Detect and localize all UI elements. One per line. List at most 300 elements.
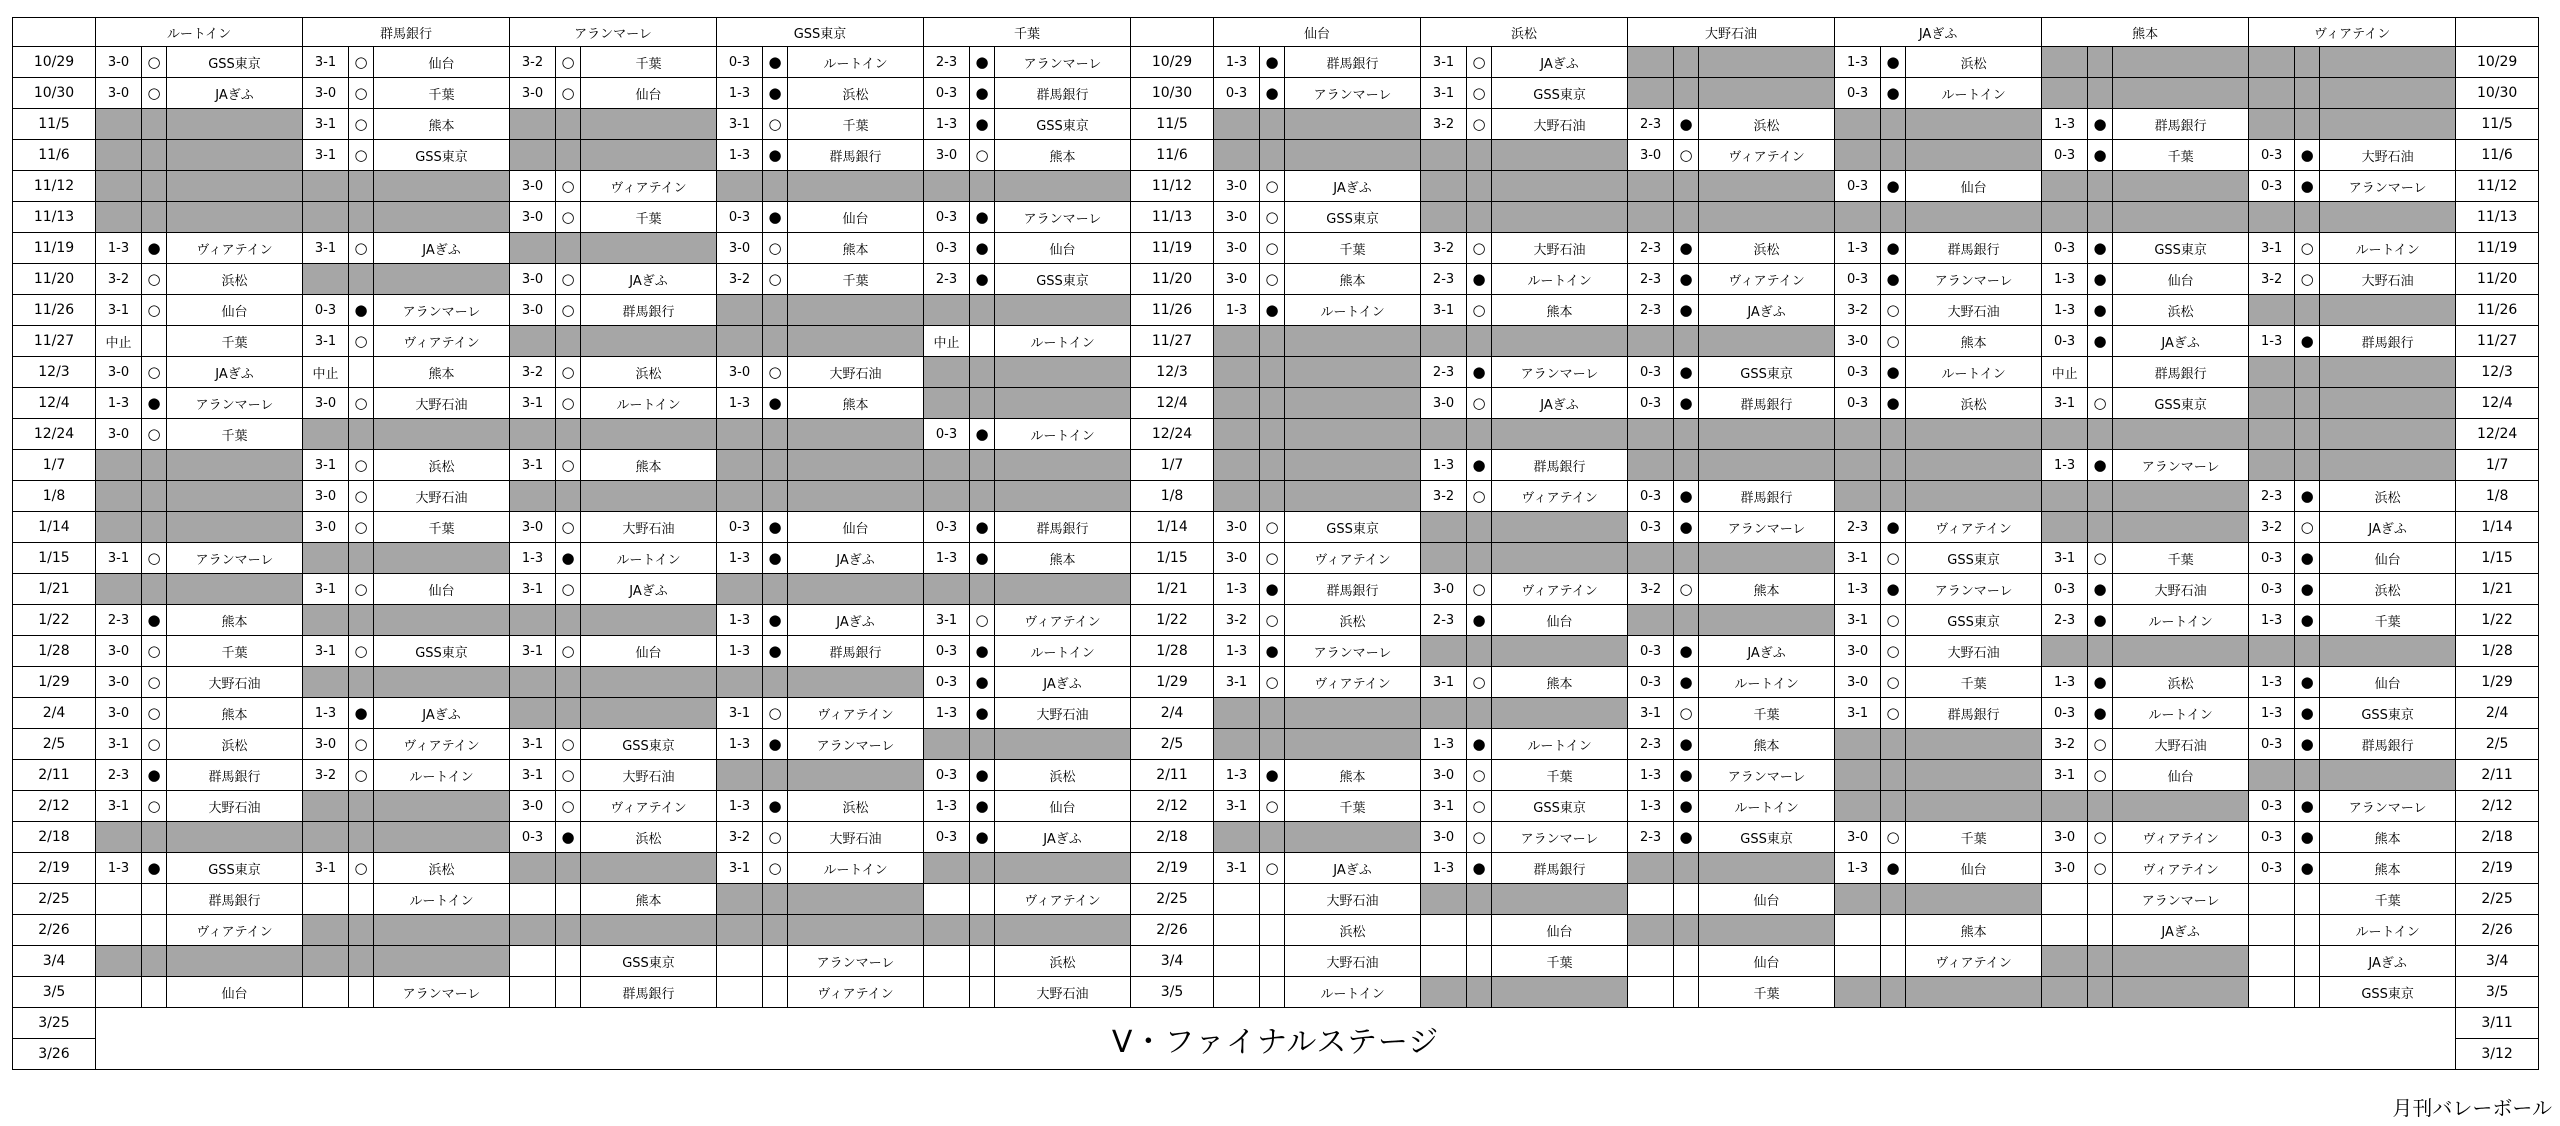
- loss-mark: ●: [2088, 233, 2113, 264]
- opponent-cell: 群馬銀行: [167, 884, 303, 915]
- score-cell: 1-3: [2042, 450, 2088, 481]
- win-mark: ○: [349, 450, 374, 481]
- opponent-cell: アランマーレ: [2320, 171, 2456, 202]
- score-cell: 3-2: [1421, 481, 1467, 512]
- score-cell: 3-0: [1628, 140, 1674, 171]
- opponent-cell: 群馬銀行: [167, 760, 303, 791]
- win-mark: ○: [142, 419, 167, 450]
- loss-mark: ●: [2088, 109, 2113, 140]
- opponent-cell: JAぎふ: [2113, 915, 2249, 946]
- score-cell: 3-0: [96, 698, 142, 729]
- score-cell: [924, 977, 970, 1008]
- opponent-cell: GSS東京: [581, 946, 717, 977]
- match-row: [13, 853, 2539, 884]
- result-mark: [763, 946, 788, 977]
- no-match-cell: [2088, 47, 2113, 78]
- no-match-cell: [1628, 202, 1674, 233]
- score-cell: [96, 977, 142, 1008]
- no-match-cell: [349, 667, 374, 698]
- result-mark: [556, 884, 581, 915]
- score-cell: 3-0: [1214, 543, 1260, 574]
- match-row: [13, 977, 2539, 1008]
- no-match-cell: [142, 202, 167, 233]
- no-match-cell: [1699, 202, 1835, 233]
- no-match-cell: [2113, 946, 2249, 977]
- date-cell: 11/6: [2456, 140, 2539, 171]
- opponent-cell: 千葉: [167, 636, 303, 667]
- no-match-cell: [2249, 450, 2295, 481]
- no-match-cell: [788, 667, 924, 698]
- team-header: GSS東京: [717, 18, 924, 47]
- win-mark: ○: [1467, 47, 1492, 78]
- score-cell: [1628, 946, 1674, 977]
- win-mark: ○: [1467, 822, 1492, 853]
- opponent-cell: 仙台: [995, 791, 1131, 822]
- win-mark: ○: [1260, 264, 1285, 295]
- score-cell: [1835, 946, 1881, 977]
- no-match-cell: [1467, 171, 1492, 202]
- no-match-cell: [970, 357, 995, 388]
- score-cell: 2-3: [1421, 357, 1467, 388]
- opponent-cell: 熊本: [1492, 667, 1628, 698]
- no-match-cell: [717, 915, 763, 946]
- date-cell: 1/21: [1131, 574, 1214, 605]
- score-cell: 1-3: [924, 698, 970, 729]
- loss-mark: ●: [970, 791, 995, 822]
- opponent-cell: 仙台: [374, 47, 510, 78]
- win-mark: ○: [1674, 574, 1699, 605]
- score-cell: 1-3: [1214, 760, 1260, 791]
- opponent-cell: ヴィアテイン: [1906, 512, 2042, 543]
- date-cell: 10/30: [13, 78, 96, 109]
- team-header: 仙台: [1214, 18, 1421, 47]
- match-row: [13, 822, 2539, 853]
- no-match-cell: [1699, 450, 1835, 481]
- score-cell: 1-3: [717, 605, 763, 636]
- no-match-cell: [1421, 636, 1467, 667]
- win-mark: ○: [1881, 326, 1906, 357]
- date-cell: 12/24: [1131, 419, 1214, 450]
- no-match-cell: [2042, 202, 2088, 233]
- date-cell: 11/19: [13, 233, 96, 264]
- date-cell: 2/4: [13, 698, 96, 729]
- no-match-cell: [1674, 915, 1699, 946]
- no-match-cell: [1492, 977, 1628, 1008]
- opponent-cell: 群馬銀行: [1492, 450, 1628, 481]
- no-match-cell: [763, 667, 788, 698]
- no-match-cell: [167, 202, 303, 233]
- no-match-cell: [510, 233, 556, 264]
- no-match-cell: [581, 109, 717, 140]
- no-match-cell: [2249, 202, 2295, 233]
- date-cell: 11/26: [13, 295, 96, 326]
- result-mark: [970, 884, 995, 915]
- opponent-cell: GSS東京: [1699, 822, 1835, 853]
- opponent-cell: JAぎふ: [2320, 946, 2456, 977]
- no-match-cell: [1628, 543, 1674, 574]
- no-match-cell: [1674, 326, 1699, 357]
- no-match-cell: [303, 264, 349, 295]
- score-cell: 3-1: [510, 729, 556, 760]
- opponent-cell: 仙台: [2320, 667, 2456, 698]
- no-match-cell: [1214, 419, 1260, 450]
- score-cell: [2249, 977, 2295, 1008]
- score-cell: [1628, 884, 1674, 915]
- no-match-cell: [717, 667, 763, 698]
- loss-mark: ●: [1881, 233, 1906, 264]
- date-cell: 1/7: [1131, 450, 1214, 481]
- win-mark: ○: [1260, 543, 1285, 574]
- score-cell: 中止: [303, 357, 349, 388]
- result-mark: [1260, 946, 1285, 977]
- opponent-cell: ヴィアテイン: [2113, 853, 2249, 884]
- match-row: [13, 574, 2539, 605]
- opponent-cell: 大野石油: [1492, 109, 1628, 140]
- no-match-cell: [763, 419, 788, 450]
- no-match-cell: [717, 760, 763, 791]
- win-mark: ○: [1467, 667, 1492, 698]
- score-cell: 0-3: [2042, 574, 2088, 605]
- opponent-cell: ヴィアテイン: [167, 915, 303, 946]
- date-cell: 11/12: [2456, 171, 2539, 202]
- no-match-cell: [788, 450, 924, 481]
- score-cell: 3-2: [303, 760, 349, 791]
- no-match-cell: [1492, 419, 1628, 450]
- score-cell: 1-3: [1628, 760, 1674, 791]
- opponent-cell: 千葉: [1492, 760, 1628, 791]
- no-match-cell: [1214, 388, 1260, 419]
- score-cell: 3-2: [1421, 233, 1467, 264]
- score-cell: [2042, 884, 2088, 915]
- no-match-cell: [788, 419, 924, 450]
- no-match-cell: [1835, 481, 1881, 512]
- no-match-cell: [1906, 202, 2042, 233]
- opponent-cell: GSS東京: [167, 47, 303, 78]
- score-cell: 3-0: [510, 295, 556, 326]
- date-cell: 11/13: [13, 202, 96, 233]
- date-cell: 12/24: [13, 419, 96, 450]
- date-cell: 12/24: [2456, 419, 2539, 450]
- no-match-cell: [717, 884, 763, 915]
- opponent-cell: 浜松: [1699, 109, 1835, 140]
- result-mark: [142, 884, 167, 915]
- result-mark: [1467, 946, 1492, 977]
- team-header: 浜松: [1421, 18, 1628, 47]
- no-match-cell: [510, 109, 556, 140]
- score-cell: 3-1: [1835, 698, 1881, 729]
- opponent-cell: 群馬銀行: [2113, 109, 2249, 140]
- score-cell: 2-3: [924, 47, 970, 78]
- opponent-cell: ルートイン: [788, 853, 924, 884]
- no-match-cell: [1881, 202, 1906, 233]
- score-cell: 0-3: [924, 822, 970, 853]
- opponent-cell: 熊本: [1699, 729, 1835, 760]
- opponent-cell: 大野石油: [2113, 729, 2249, 760]
- date-cell: 1/29: [1131, 667, 1214, 698]
- no-match-cell: [788, 574, 924, 605]
- opponent-cell: アランマーレ: [1699, 760, 1835, 791]
- no-match-cell: [581, 915, 717, 946]
- opponent-cell: 浜松: [788, 791, 924, 822]
- opponent-cell: 浜松: [581, 822, 717, 853]
- no-match-cell: [970, 388, 995, 419]
- loss-mark: ●: [1674, 357, 1699, 388]
- win-mark: ○: [2295, 512, 2320, 543]
- opponent-cell: 仙台: [1492, 605, 1628, 636]
- date-cell: 11/27: [1131, 326, 1214, 357]
- date-cell: 11/20: [1131, 264, 1214, 295]
- date-cell: 11/6: [13, 140, 96, 171]
- no-match-cell: [303, 543, 349, 574]
- opponent-cell: 大野石油: [167, 791, 303, 822]
- score-cell: 3-2: [2249, 264, 2295, 295]
- win-mark: ○: [142, 543, 167, 574]
- opponent-cell: JAぎふ: [1285, 171, 1421, 202]
- date-cell: 2/12: [2456, 791, 2539, 822]
- loss-mark: ●: [2088, 574, 2113, 605]
- no-match-cell: [1699, 853, 1835, 884]
- win-mark: ○: [1260, 171, 1285, 202]
- win-mark: ○: [349, 78, 374, 109]
- score-cell: 1-3: [2249, 698, 2295, 729]
- score-cell: 3-1: [1421, 667, 1467, 698]
- opponent-cell: JAぎふ: [1699, 636, 1835, 667]
- no-match-cell: [581, 233, 717, 264]
- no-match-cell: [2113, 791, 2249, 822]
- no-match-cell: [1421, 202, 1467, 233]
- win-mark: ○: [1260, 605, 1285, 636]
- no-match-cell: [2042, 946, 2088, 977]
- win-mark: ○: [556, 729, 581, 760]
- date-cell: 3/5: [1131, 977, 1214, 1008]
- win-mark: ○: [1260, 202, 1285, 233]
- score-cell: [717, 977, 763, 1008]
- no-match-cell: [581, 698, 717, 729]
- win-mark: ○: [1881, 667, 1906, 698]
- date-cell: 2/11: [13, 760, 96, 791]
- win-mark: ○: [763, 853, 788, 884]
- no-match-cell: [1835, 202, 1881, 233]
- opponent-cell: 千葉: [1699, 977, 1835, 1008]
- no-match-cell: [717, 450, 763, 481]
- score-cell: 1-3: [924, 109, 970, 140]
- no-match-cell: [2042, 791, 2088, 822]
- win-mark: ○: [1881, 822, 1906, 853]
- no-match-cell: [1835, 760, 1881, 791]
- no-match-cell: [2320, 47, 2456, 78]
- score-cell: [96, 915, 142, 946]
- no-match-cell: [763, 884, 788, 915]
- score-cell: 0-3: [1835, 357, 1881, 388]
- score-cell: 3-1: [1214, 791, 1260, 822]
- loss-mark: ●: [970, 109, 995, 140]
- loss-mark: ●: [1674, 636, 1699, 667]
- win-mark: ○: [2295, 233, 2320, 264]
- score-cell: 3-1: [303, 140, 349, 171]
- score-cell: 2-3: [1628, 295, 1674, 326]
- win-mark: ○: [1467, 388, 1492, 419]
- score-cell: 3-0: [1421, 760, 1467, 791]
- no-match-cell: [2295, 202, 2320, 233]
- date-cell: 11/20: [2456, 264, 2539, 295]
- loss-mark: ●: [2295, 667, 2320, 698]
- win-mark: ○: [1260, 791, 1285, 822]
- loss-mark: ●: [763, 78, 788, 109]
- no-match-cell: [1906, 481, 2042, 512]
- win-mark: ○: [2088, 853, 2113, 884]
- no-match-cell: [1285, 388, 1421, 419]
- date-cell: 2/25: [1131, 884, 1214, 915]
- final-stage-row: [13, 1008, 2539, 1039]
- score-cell: 3-0: [303, 481, 349, 512]
- opponent-cell: GSS東京: [1492, 791, 1628, 822]
- schedule-table: [12, 17, 2539, 1070]
- opponent-cell: JAぎふ: [581, 574, 717, 605]
- score-cell: 3-0: [96, 636, 142, 667]
- no-match-cell: [763, 481, 788, 512]
- score-cell: 3-2: [717, 822, 763, 853]
- score-cell: 1-3: [1214, 636, 1260, 667]
- opponent-cell: 群馬銀行: [995, 78, 1131, 109]
- score-cell: 1-3: [717, 388, 763, 419]
- score-cell: [924, 946, 970, 977]
- loss-mark: ●: [970, 419, 995, 450]
- score-cell: 3-0: [510, 202, 556, 233]
- score-cell: [1214, 977, 1260, 1008]
- no-match-cell: [1699, 915, 1835, 946]
- loss-mark: ●: [2295, 853, 2320, 884]
- opponent-cell: アランマーレ: [374, 295, 510, 326]
- opponent-cell: アランマーレ: [2113, 450, 2249, 481]
- opponent-cell: 千葉: [374, 512, 510, 543]
- no-match-cell: [167, 946, 303, 977]
- header-date-left: [13, 18, 96, 47]
- match-row: [13, 233, 2539, 264]
- score-cell: 3-1: [2249, 233, 2295, 264]
- date-cell: 11/5: [13, 109, 96, 140]
- loss-mark: ●: [1674, 233, 1699, 264]
- no-match-cell: [1285, 729, 1421, 760]
- opponent-cell: GSS東京: [374, 140, 510, 171]
- opponent-cell: JAぎふ: [1492, 47, 1628, 78]
- opponent-cell: 大野石油: [374, 388, 510, 419]
- no-match-cell: [96, 481, 142, 512]
- loss-mark: ●: [1674, 295, 1699, 326]
- loss-mark: ●: [1881, 357, 1906, 388]
- opponent-cell: 千葉: [1699, 698, 1835, 729]
- win-mark: ○: [142, 636, 167, 667]
- no-match-cell: [970, 481, 995, 512]
- no-match-cell: [924, 915, 970, 946]
- score-cell: 1-3: [1421, 450, 1467, 481]
- opponent-cell: 浜松: [374, 853, 510, 884]
- opponent-cell: 千葉: [1492, 946, 1628, 977]
- loss-mark: ●: [970, 512, 995, 543]
- win-mark: ○: [556, 574, 581, 605]
- score-cell: 3-2: [1628, 574, 1674, 605]
- match-row: [13, 481, 2539, 512]
- no-match-cell: [142, 512, 167, 543]
- loss-mark: ●: [2295, 822, 2320, 853]
- loss-mark: ●: [1467, 450, 1492, 481]
- opponent-cell: 群馬銀行: [788, 636, 924, 667]
- date-cell: 3/5: [13, 977, 96, 1008]
- opponent-cell: 仙台: [1699, 884, 1835, 915]
- win-mark: ○: [1881, 698, 1906, 729]
- no-match-cell: [1628, 47, 1674, 78]
- no-match-cell: [1467, 543, 1492, 574]
- no-match-cell: [995, 915, 1131, 946]
- score-cell: 3-2: [510, 357, 556, 388]
- score-cell: 1-3: [1214, 295, 1260, 326]
- date-cell: 2/4: [1131, 698, 1214, 729]
- no-match-cell: [995, 388, 1131, 419]
- no-match-cell: [1492, 884, 1628, 915]
- date-cell: 1/28: [13, 636, 96, 667]
- loss-mark: ●: [2295, 481, 2320, 512]
- score-cell: 3-1: [303, 233, 349, 264]
- opponent-cell: アランマーレ: [167, 543, 303, 574]
- no-match-cell: [1674, 543, 1699, 574]
- date-cell: 1/15: [2456, 543, 2539, 574]
- opponent-cell: 熊本: [374, 357, 510, 388]
- result-mark: [1881, 946, 1906, 977]
- header-date-mid: [1131, 18, 1214, 47]
- score-cell: 0-3: [2249, 822, 2295, 853]
- no-match-cell: [2042, 171, 2088, 202]
- no-match-cell: [2042, 78, 2088, 109]
- no-match-cell: [2295, 295, 2320, 326]
- date-cell: 11/26: [1131, 295, 1214, 326]
- score-cell: 1-3: [96, 853, 142, 884]
- no-match-cell: [1285, 109, 1421, 140]
- opponent-cell: 千葉: [1906, 822, 2042, 853]
- loss-mark: ●: [2295, 574, 2320, 605]
- score-cell: [1214, 946, 1260, 977]
- no-match-cell: [1835, 109, 1881, 140]
- no-match-cell: [1260, 326, 1285, 357]
- loss-mark: ●: [556, 822, 581, 853]
- no-match-cell: [96, 512, 142, 543]
- match-row: [13, 698, 2539, 729]
- date-cell: 10/29: [1131, 47, 1214, 78]
- score-cell: 3-1: [2042, 388, 2088, 419]
- opponent-cell: GSS東京: [995, 264, 1131, 295]
- no-match-cell: [374, 419, 510, 450]
- no-match-cell: [970, 295, 995, 326]
- score-cell: 0-3: [2249, 574, 2295, 605]
- loss-mark: ●: [1674, 388, 1699, 419]
- no-match-cell: [142, 574, 167, 605]
- score-cell: 2-3: [924, 264, 970, 295]
- no-match-cell: [1492, 202, 1628, 233]
- loss-mark: ●: [1674, 109, 1699, 140]
- opponent-cell: 千葉: [2113, 140, 2249, 171]
- opponent-cell: 熊本: [1285, 760, 1421, 791]
- loss-mark: ●: [970, 78, 995, 109]
- loss-mark: ●: [2295, 791, 2320, 822]
- no-match-cell: [763, 171, 788, 202]
- no-match-cell: [763, 450, 788, 481]
- date-cell: 1/8: [13, 481, 96, 512]
- score-cell: 1-3: [1421, 853, 1467, 884]
- no-match-cell: [374, 264, 510, 295]
- result-mark: [556, 946, 581, 977]
- win-mark: ○: [349, 636, 374, 667]
- result-mark: [1260, 977, 1285, 1008]
- score-cell: 1-3: [717, 78, 763, 109]
- no-match-cell: [1628, 450, 1674, 481]
